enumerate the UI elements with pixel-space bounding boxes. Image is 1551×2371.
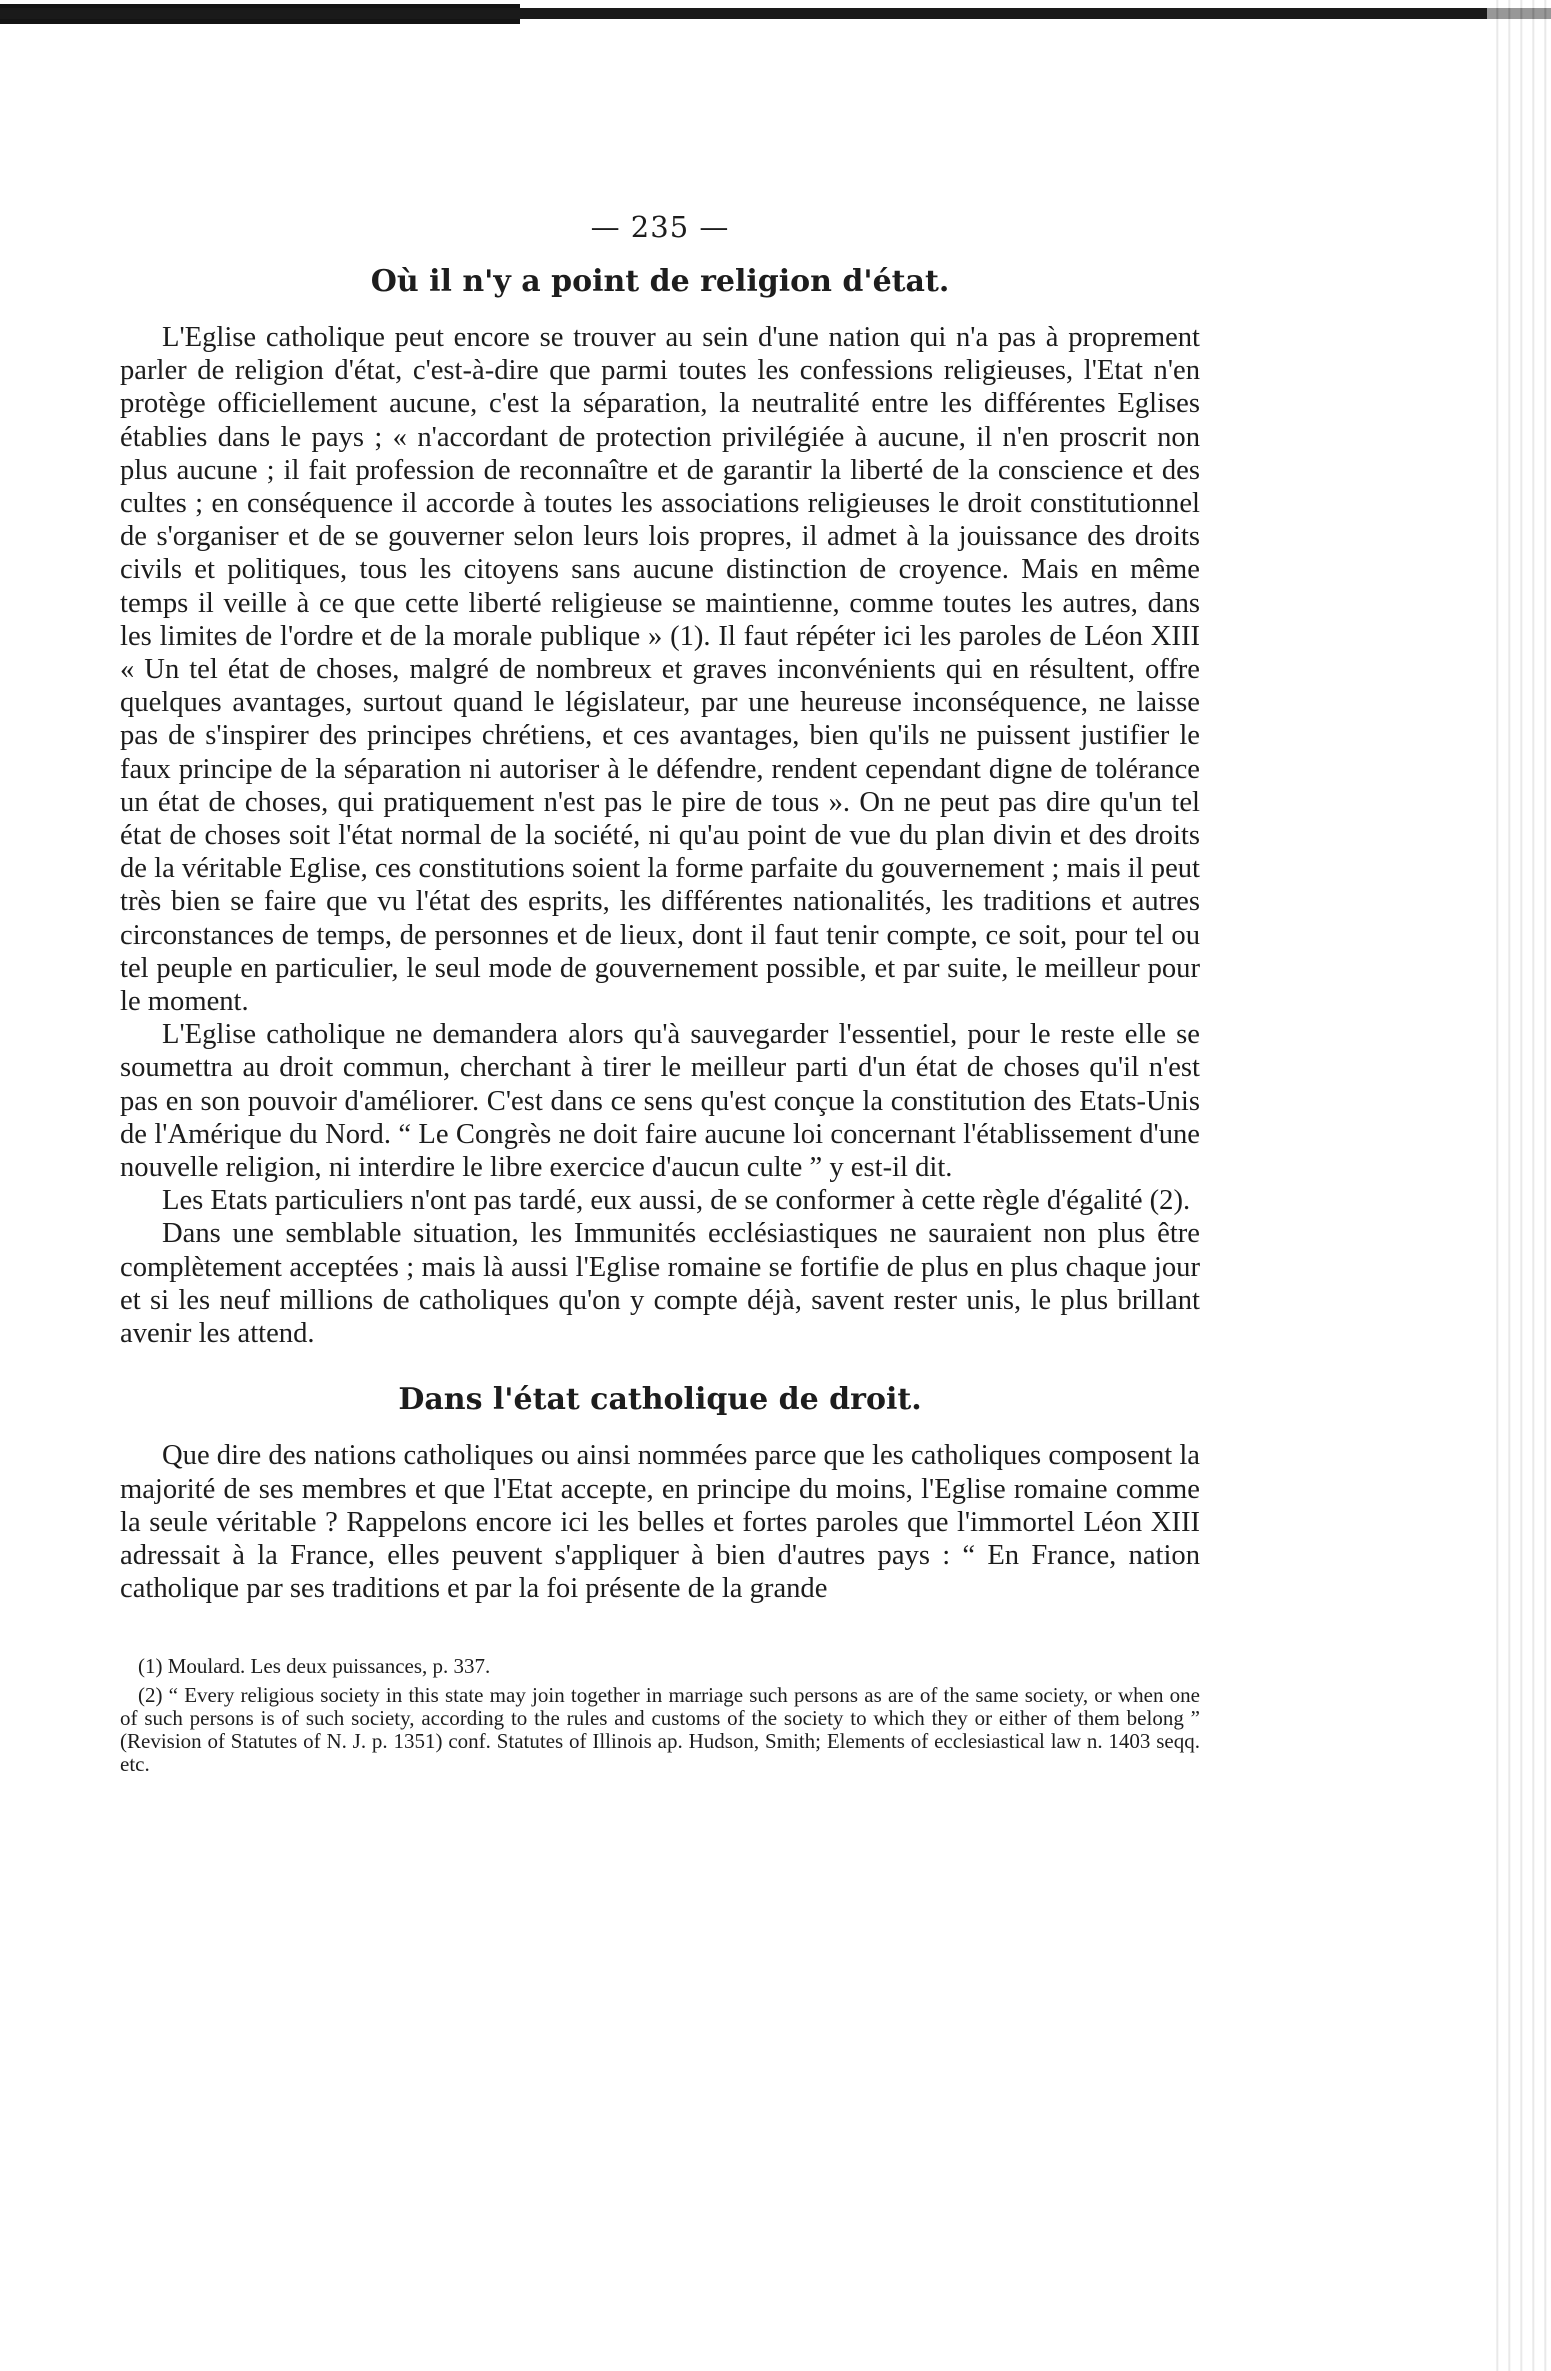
paragraph: Dans une semblable situation, les Immunités ecclésiastiques ne sauraient non plus être complètement acceptées ; mais là aussi l'Eglise romaine se fortifie de plus en plus chaque jour et si les neuf millions de catholiques qu'on y compte déjà, savent rester unis, le plus brillant avenir les attend. [120,1218,1200,1350]
section-spacer [120,1350,1200,1382]
paragraph: Que dire des nations catholiques ou ainsi nommées parce que les catholiques composent la majorité de ses membres et que l'Etat accepte, en principe du moins, l'Eglise romaine comme la seule véritable ? Rappelons encore ici les belles et fortes paroles que l'immortel Léon XIII adressait à la France, elles peuvent s'appliquer à bien d'autres pays : “ En France, nation catholique par ses traditions et par la foi présente de la grande [120,1440,1200,1605]
section-title-catholic-state: Dans l'état catholique de droit. [398,1382,922,1418]
page-number: — 235 — [590,210,730,244]
paragraph: L'Eglise catholique peut encore se trouver au sein d'une nation qui n'a pas à proprement parler de religion d'état, c'est-à-dire que parmi toutes les confessions religieuses, l'Etat n'en protège officiellement aucune, c'est la séparation, la neutralité entre les différentes Eglises établies dans le pays ; « n'accordant de protection privilégiée à aucune, il n'en proscrit non plus aucune ; il fait profession de reconnaître et de garantir la liberté de la conscience et des cultes ; en conséquence il accorde à toutes les associations religieuses le droit constitutionnel de s'organiser et de se gouverner selon leurs lois propres, il admet à la jouissance des droits civils et politiques, tous les citoyens sans aucune distinction de croyence. Mais en même temps il veille à ce que cette liberté religieuse se maintienne, comme toutes les autres, dans les limites de l'ordre et de la morale publique » (1). Il faut répéter ici les paroles de Léon XIII « Un tel état de choses, malgré de nombreux et graves inconvénients qui en résultent, offre quelques avantages, surtout quand le législateur, par une heureuse inconséquence, ne laisse pas de s'inspirer des principes chrétiens, et ces avantages, bien qu'ils ne puissent justifier le faux principe de la séparation ni autoriser à le défendre, rendent cependant digne de tolérance un état de choses, qui pratiquement n'est pas le pire de tous ». On ne peut pas dire qu'un tel état de choses soit l'état normal de la société, ni qu'au point de vue du plan divin et des droits de la véritable Eglise, ces constitutions soient la forme parfaite du gouvernement ; mais il peut très bien se faire que vu l'état des esprits, les différentes nationalités, les traditions et autres circonstances de temps, de personnes et de lieux, dont il faut tenir compte, ce soit, pour tel ou tel peuple en particulier, le seul mode de gouvernement possible, et par suite, le meilleur pour le moment. [120,322,1200,1018]
section-title-no-state-religion: Où il n'y a point de religion d'état. [370,264,950,299]
footnote: (1) Moulard. Les deux puissances, p. 337. [138,1654,491,1679]
scan-edge-line [0,8,1551,19]
scan-border-right [1487,0,1551,2371]
paragraph: Les Etats particuliers n'ont pas tardé, eux aussi, de se conformer à cette règle d'égalité (2). [162,1185,1191,1217]
footnotes [120,1655,1200,1776]
footnote: (2) “ Every religious society in this state may join together in marriage such persons as are of the same society, or when one of such persons is of such society, according to the rules and customs of the society to which they or either of them belong ” (Revision of Statutes of N. J. p. 1351) conf. Statutes of Illinois ap. Hudson, Smith; Elements of ecclesiastical law n. 1403 seqq. etc. [120,1683,1200,1777]
paragraph: L'Eglise catholique ne demandera alors qu'à sauvegarder l'essentiel, pour le reste elle se soumettra au droit commun, cherchant à tirer le meilleur parti d'un état de choses qu'il n'est pas en son pouvoir d'améliorer. C'est dans ce sens qu'est conçue la constitution des Etats-Unis de l'Amérique du Nord. “ Le Congrès ne doit faire aucune loi concernant l'établissement d'une nouvelle religion, ni interdire le libre exercice d'aucun culte ” y est-il dit. [120,1019,1200,1184]
document-page [120,210,1200,1782]
scan-border-top [0,0,1551,32]
